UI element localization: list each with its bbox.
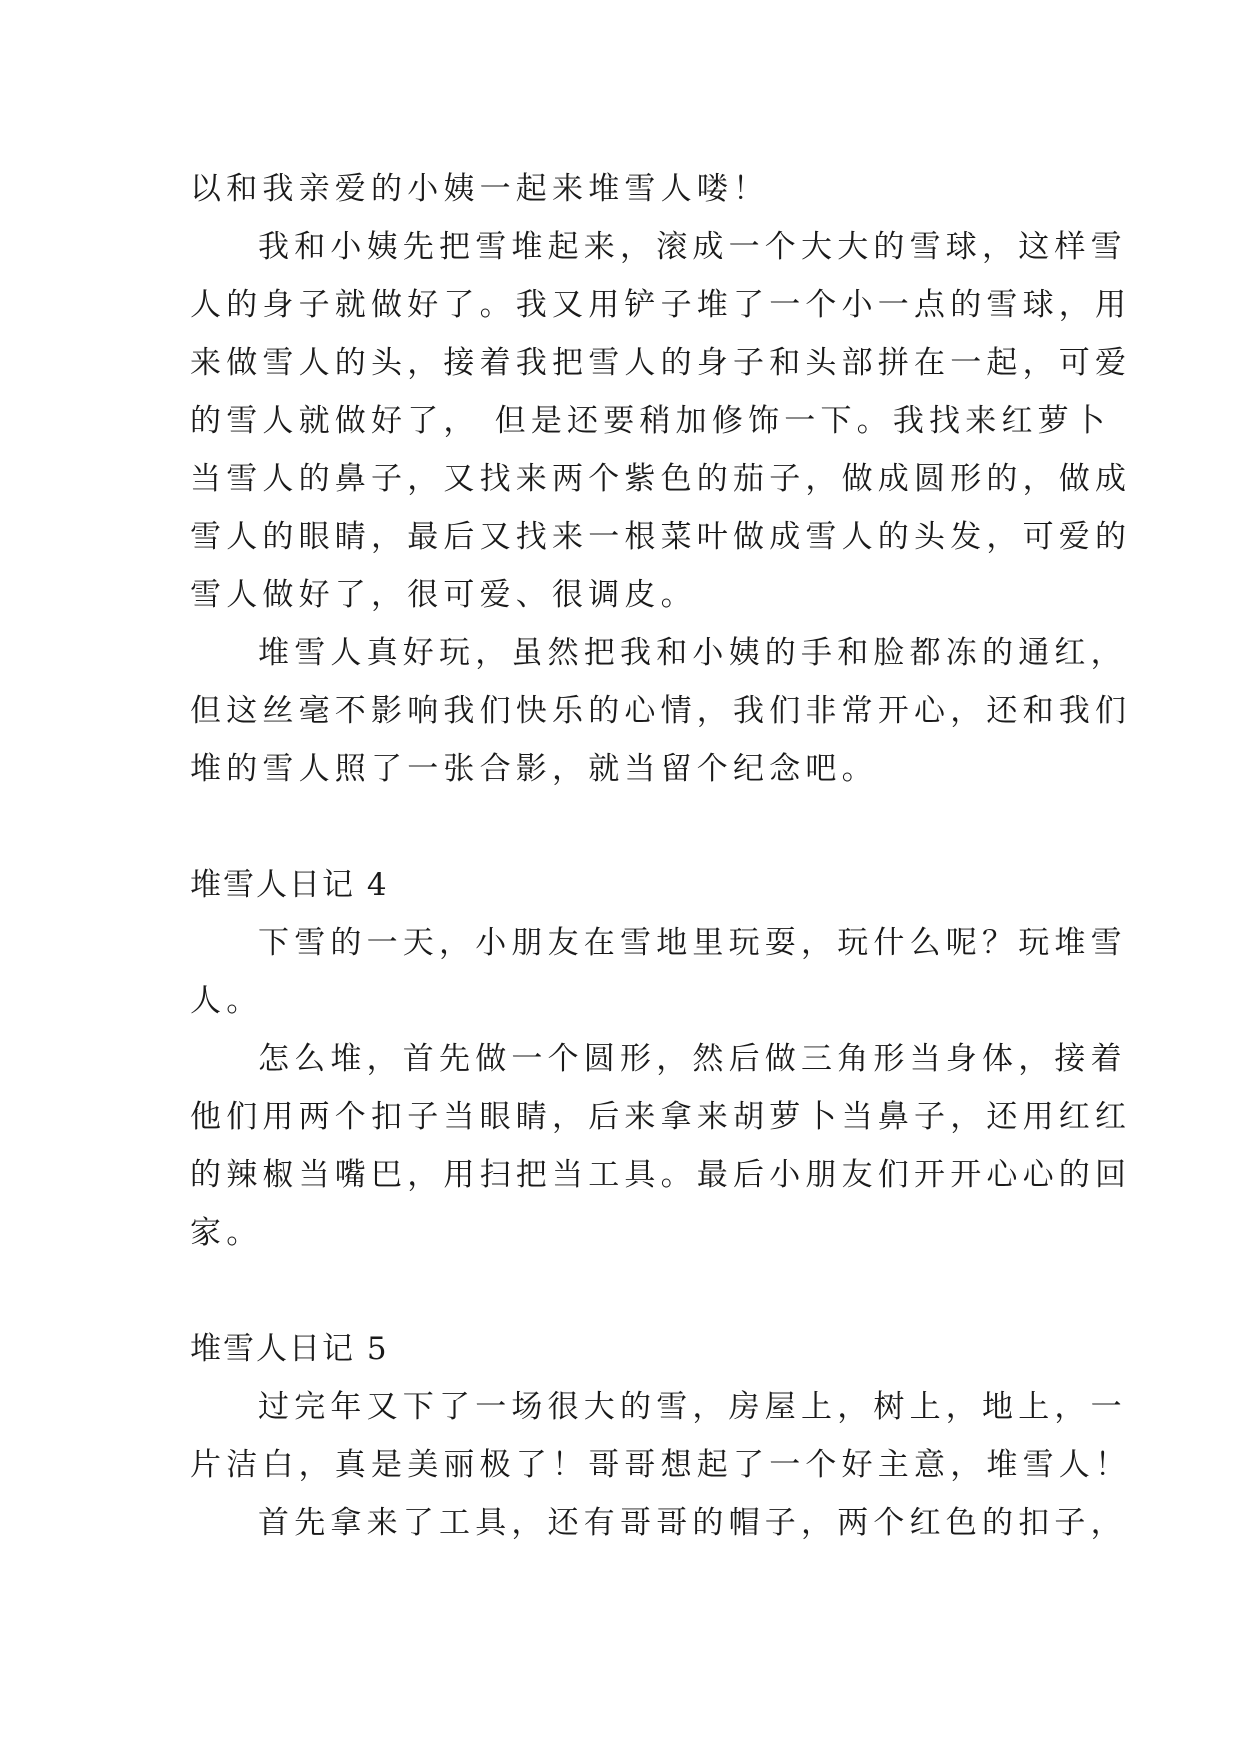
text-line: 但这丝毫不影响我们快乐的心情，我们非常开心，还和我们 xyxy=(190,693,1132,729)
document-page xyxy=(190,160,1132,1552)
text-line: 人。 xyxy=(190,983,263,1019)
text-line: 堆雪人真好玩，虽然把我和小姨的手和脸都冻的通红， xyxy=(258,635,1127,671)
text-line: 当雪人的鼻子，又找来两个紫色的茄子，做成圆形的，做成 xyxy=(190,461,1132,497)
text-line: 雪人做好了，很可爱、很调皮。 xyxy=(190,577,697,613)
text-line: 他们用两个扣子当眼睛，后来拿来胡萝卜当鼻子，还用红红 xyxy=(190,1099,1132,1135)
text-line: 堆的雪人照了一张合影，就当留个纪念吧。 xyxy=(190,751,878,787)
text-line: 来做雪人的头，接着我把雪人的身子和头部拼在一起，可爱 xyxy=(190,345,1132,381)
text-line: 我和小姨先把雪堆起来，滚成一个大大的雪球，这样雪 xyxy=(258,229,1127,265)
text-line: 怎么堆，首先做一个圆形，然后做三角形当身体，接着 xyxy=(258,1041,1127,1077)
section-gap xyxy=(190,798,1070,856)
text-line: 的雪人就做好了， 但是还要稍加修饰一下。我找来红萝卜 xyxy=(190,403,1111,439)
text-line: 人的身子就做好了。我又用铲子堆了一个小一点的雪球，用 xyxy=(190,287,1132,323)
text-line: 的辣椒当嘴巴，用扫把当工具。最后小朋友们开开心心的回 xyxy=(190,1157,1132,1193)
section-heading-5: 堆雪人日记 5 xyxy=(190,1331,389,1367)
text-line: 过完年又下了一场很大的雪，房屋上，树上，地上，一 xyxy=(258,1389,1127,1425)
text-line: 片洁白，真是美丽极了！哥哥想起了一个好主意，堆雪人！ xyxy=(190,1447,1132,1483)
text-line: 雪人的眼睛，最后又找来一根菜叶做成雪人的头发，可爱的 xyxy=(190,519,1132,555)
text-line: 以和我亲爱的小姨一起来堆雪人喽！ xyxy=(190,171,770,207)
section-heading-4: 堆雪人日记 4 xyxy=(190,867,389,903)
text-line: 下雪的一天，小朋友在雪地里玩耍，玩什么呢？玩堆雪 xyxy=(258,925,1127,961)
text-line: 家。 xyxy=(190,1215,263,1251)
section-gap xyxy=(190,1262,1070,1320)
text-line: 首先拿来了工具，还有哥哥的帽子，两个红色的扣子， xyxy=(258,1505,1127,1541)
